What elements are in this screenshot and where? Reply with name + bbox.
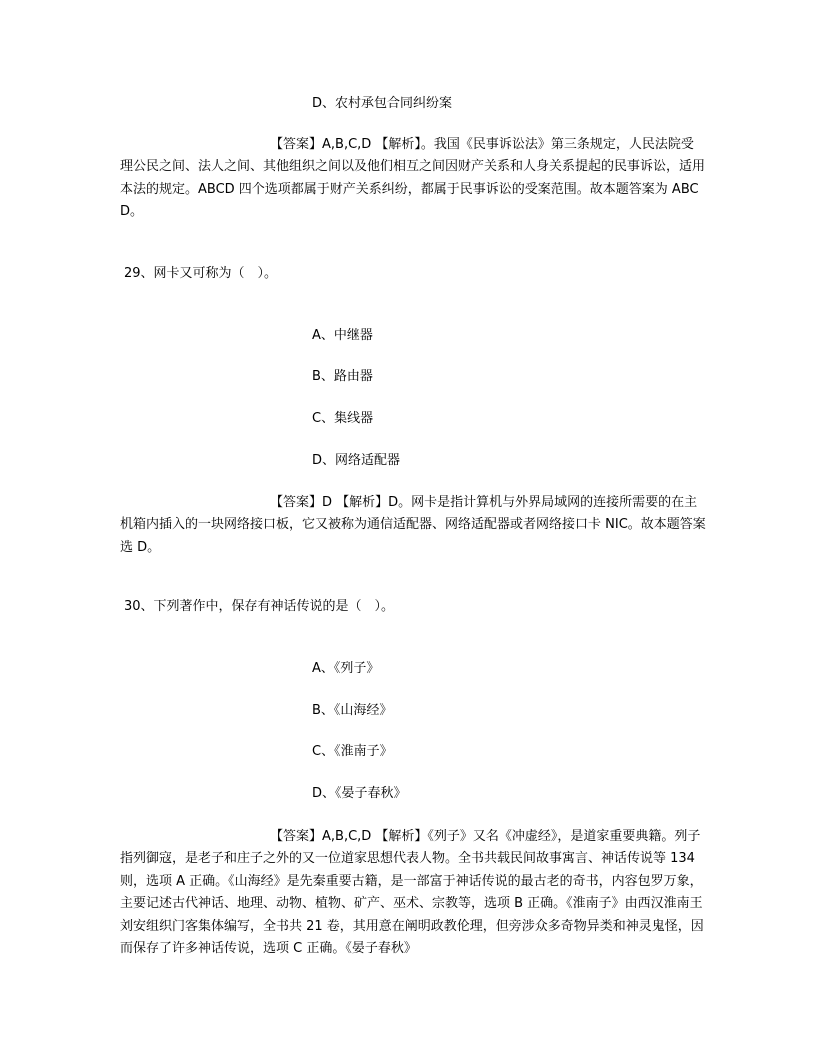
q28-answer-text: 【答案】A,B,C,D 【解析】。我国《民事诉讼法》第三条规定，人民法院受理公民之间、法人之间、其他组织之间以及他们相互之间因财产关系和人身关系提起的民事诉讼，适用本法的规定。ABCD 四个选项都属于财产关系纠纷，都属于民事诉讼的受案范围。故本题答案为 ABCD。 (120, 137, 706, 220)
q29-option-b: B、路由器 (312, 369, 373, 384)
q29-option-c: C、集线器 (312, 411, 374, 426)
q29-question: 29、网卡又可称为（ ）。 (124, 266, 278, 281)
q30-answer (120, 826, 706, 960)
q28-option-d: D、农村承包合同纠纷案 (312, 96, 453, 111)
q30-option-a: A、《列子》 (312, 661, 380, 676)
q29-answer (120, 492, 706, 559)
q30-answer-text: 【答案】A,B,C,D 【解析】《列子》又名《冲虚经》，是道家重要典籍。列子指列御寇，是老子和庄子之外的又一位道家思想代表人物。全书共载民间故事寓言、神话传说等 134 则，选项 A 正确。《山海经》是先秦重要古籍，是一部富于神话传说的最古老的奇书，内容包罗万象，主要记述古代神话、地理、动物、植物、矿产、巫术、宗教等，选项 B 正确。《淮南子》由西汉淮南王刘安组织门客集体编写，全书共 21 卷，其用意在阐明政教伦理，但旁涉众多奇物异类和神灵鬼怪，因而保存了许多神话传说，选项 C 正确。《晏子春秋》 (120, 829, 704, 957)
q30-option-d: D、《晏子春秋》 (312, 786, 407, 801)
q29-option-d: D、网络适配器 (312, 453, 401, 468)
q29-answer-text: 【答案】D 【解析】D。网卡是指计算机与外界局域网的连接所需要的在主机箱内插入的一块网络接口板，它又被称为通信适配器、网络适配器或者网络接口卡 NIC。故本题答案选 D。 (120, 495, 706, 555)
q29-option-a: A、中继器 (312, 328, 373, 343)
q28-answer (120, 134, 706, 224)
q30-option-c: C、《淮南子》 (312, 744, 393, 759)
q30-question: 30、下列著作中，保存有神话传说的是（ ）。 (124, 599, 395, 614)
q30-option-b: B、《山海经》 (312, 703, 393, 718)
